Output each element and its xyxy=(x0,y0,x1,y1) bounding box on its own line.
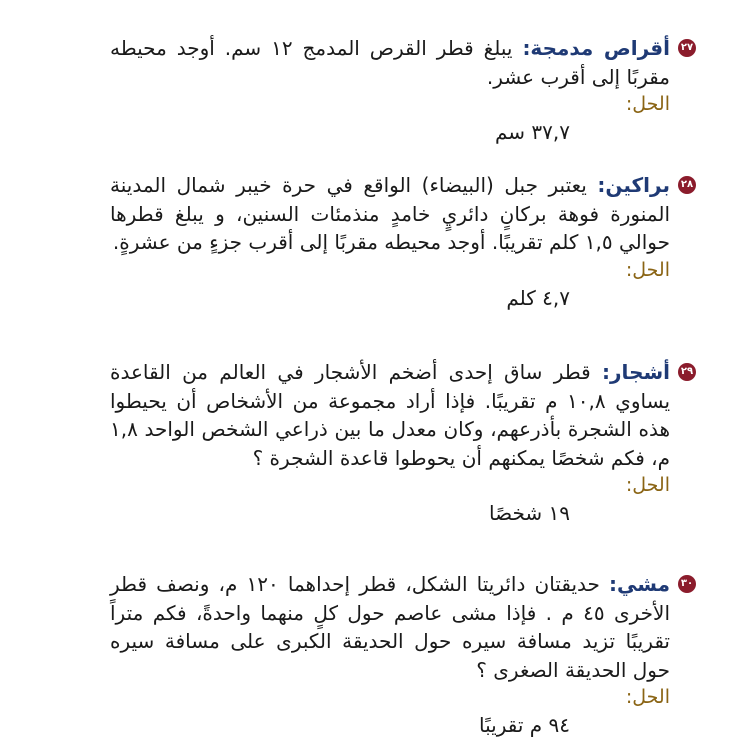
solution-label: الحل: xyxy=(625,258,670,281)
problem-27 xyxy=(110,34,694,147)
problem-29 xyxy=(110,358,694,528)
problem-30 xyxy=(110,570,694,740)
problem-number-badge: ٢٧ xyxy=(678,39,696,57)
problem-number-badge: ٣٠ xyxy=(678,575,696,593)
problem-text: قطر ساق إحدى أضخم الأشجار في العالم من القاعدة يساوي ١٠,٨ م تقريبًا. فإذا أراد مجموعة من الأشخاص أن يحيطوا هذه الشجرة بأذرعهم، وكان معدل ما بين ذراعي الشخص الواحد ١,٨ م، فكم شخصًا يمكنهم أن يحوطوا قاعدة الشجرة ؟ xyxy=(110,360,671,470)
problem-28 xyxy=(110,171,694,313)
problem-text: حديقتان دائريتا الشكل، قطر إحداهما ١٢٠ م، ونصف قطر الأخرى ٤٥ م . فإذا مشى عاصم حول كلٍ منهما واحدةً، فكم متراً تقريبًا تزيد مسافة سيره حول الحديقة الكبرى على مسافة سيره حول الحديقة الصغرى ؟ xyxy=(110,572,670,682)
problem-number-badge: ٢٩ xyxy=(678,363,696,381)
problem-title: براكين: xyxy=(597,173,670,197)
problem-text: يعتبر جبل (البيضاء) الواقع في حرة خيبر شمال المدينة المنورة فوهة بركانٍ دائريٍ خامدٍ منذمئات السنين، و يبلغ قطرها حوالي ١,٥ كلم تقريبًا. أوجد محيطه مقربًا إلى أقرب جزءٍ من عشرةٍ. xyxy=(110,173,670,254)
solution-label: الحل: xyxy=(625,686,670,708)
answer: ٣٧,٧ سم xyxy=(494,120,570,144)
problem-title: أقراص مدمجة: xyxy=(522,36,670,60)
problem-title: مشي: xyxy=(609,572,670,596)
answer: ٤,٧ كلم xyxy=(506,285,570,310)
solution-label: الحل: xyxy=(625,474,670,496)
problem-title: أشجار: xyxy=(602,360,671,384)
solution-label: الحل: xyxy=(625,93,670,115)
answer: ١٩ شخصًا xyxy=(489,501,570,525)
problem-text: يبلغ قطر القرص المدمج ١٢ سم. أوجد محيطه مقربًا إلى أقرب عشر. xyxy=(110,36,670,89)
answer: ٩٤ م تقريبًا xyxy=(479,713,570,737)
problem-number-badge: ٢٨ xyxy=(678,176,696,194)
